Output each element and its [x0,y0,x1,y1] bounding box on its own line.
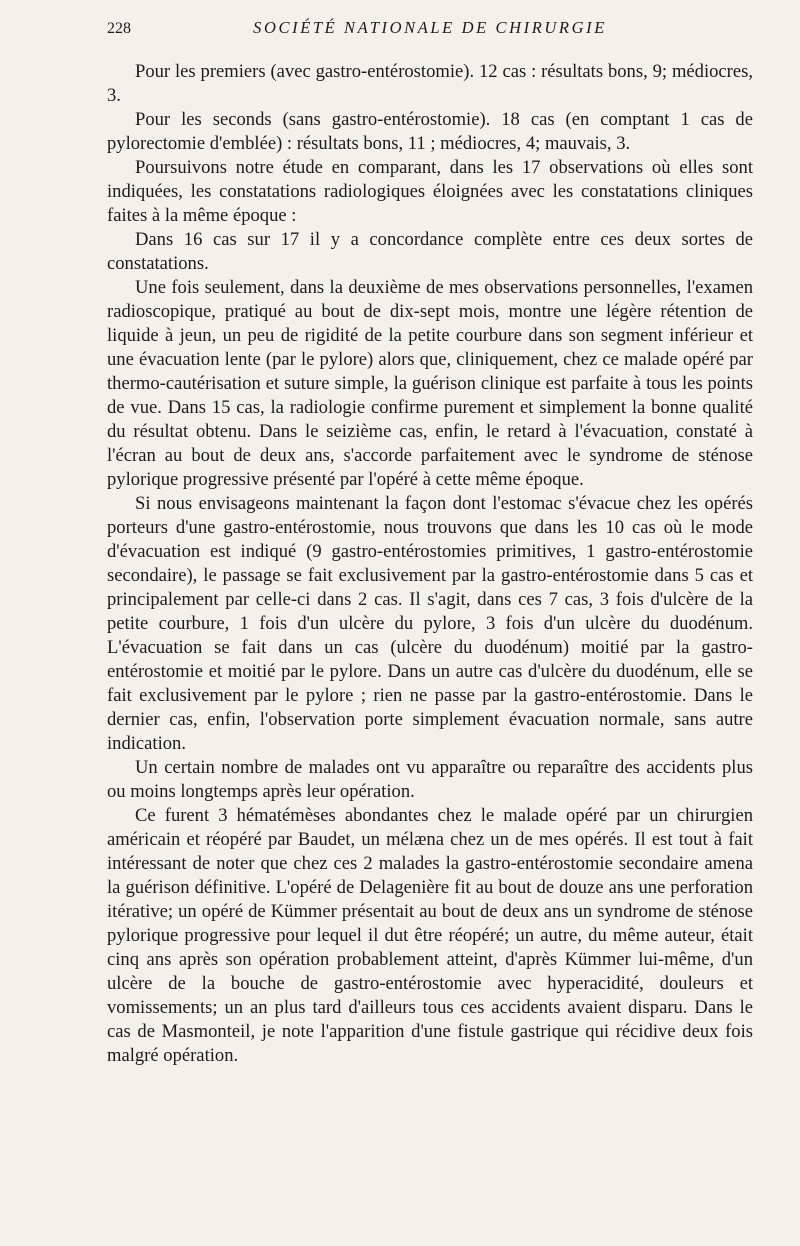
page-number: 228 [107,20,131,37]
paragraph-results-second: Pour les seconds (sans gastro-entérostomie). 18 cas (en comptant 1 cas de pylorectomie d'emblée) : résultats bons, 11 ; médiocres, 4; mauvais, 3. [107,109,753,154]
paragraph-evacuation: Si nous envisageons maintenant la façon dont l'estomac s'évacue chez les opérés porteurs d'une gastro-entérostomie, nous trouvons que dans les 10 cas où le mode d'évacuation est indiqué (9 gastro-entérostomies primitives, 1 gastro-entérostomie secondaire), le passage se fait exclusivement par la gastro-entérostomie dans 5 cas et principalement par celle-ci dans 2 cas. Il s'agit, dans ces 7 cas, 3 fois d'ulcère de la petite courbure, 1 fois d'un ulcère du pylore, 3 fois d'un ulcère du duodénum. L'évacuation se fait dans un cas (ulcère du duodénum) moitié par la gastro-entérostomie et moitié par le pylore. Dans un autre cas d'ulcère du duodénum, elle se fait exclusivement par le pylore ; rien ne passe par la gastro-entérostomie. Dans le dernier cas, enfin, l'observation porte simplement évacuation normale, sans autre indication. [107,493,753,754]
page-header [107,18,753,44]
body-text [107,60,753,1068]
paragraph-recurrence-cases: Ce furent 3 hématémèses abondantes chez le malade opéré par un chirurgien américain et réopéré par Baudet, un mélæna chez un de mes opérés. Il est tout à fait intéressant de noter que chez ces 2 malades la gastro-entérostomie secondaire amena la guérison définitive. L'opéré de Delagenière fit au bout de douze ans une perforation itérative; un opéré de Kümmer présentait au bout de deux ans un syndrome de sténose pylorique progressive pour lequel il dut être réopéré; un autre, du même auteur, était cinq ans après son opération probablement atteint, d'après Kümmer lui-même, d'un ulcère de la bouche de gastro-entérostomie avec hyperacidité, douleurs et vomissements; un an plus tard d'ailleurs tous ces accidents avaient disparu. Dans le cas de Masmonteil, je note l'apparition d'une fistule gastrique qui récidive deux fois malgré opération. [107,805,753,1066]
paragraph-concordance: Dans 16 cas sur 17 il y a concordance complète entre ces deux sortes de constatations. [107,229,753,274]
paragraph-comparison-intro: Poursuivons notre étude en comparant, dans les 17 observations où elles sont indiquées, les constatations radiologiques éloignées avec les constatations cliniques faites à la même époque : [107,157,753,226]
paragraph-recurrence-intro: Un certain nombre de malades ont vu apparaître ou reparaître des accidents plus ou moins longtemps après leur opération. [107,757,753,802]
paragraph-results-first: Pour les premiers (avec gastro-entérostomie). 12 cas : résultats bons, 9; médiocres, 3. [107,61,753,106]
paragraph-exception: Une fois seulement, dans la deuxième de mes observations personnelles, l'examen radioscopique, pratiqué au bout de dix-sept mois, montre une légère rétention de liquide à jeun, un peu de rigidité de la petite courbure dans son segment inférieur et une évacuation lente (par le pylore) alors que, cliniquement, chez ce malade opéré par thermo-cautérisation et suture simple, la guérison clinique est parfaite à tous les points de vue. Dans 15 cas, la radiologie confirme purement et simplement la bonne qualité du résultat obtenu. Dans le seizième cas, enfin, le retard à l'évacuation, constaté à l'écran au bout de deux ans, s'accorde parfaitement avec le syndrome de sténose pylorique progressive présenté par l'opéré à cette même époque. [107,277,753,490]
running-title: SOCIÉTÉ NATIONALE DE CHIRURGIE [253,18,607,37]
